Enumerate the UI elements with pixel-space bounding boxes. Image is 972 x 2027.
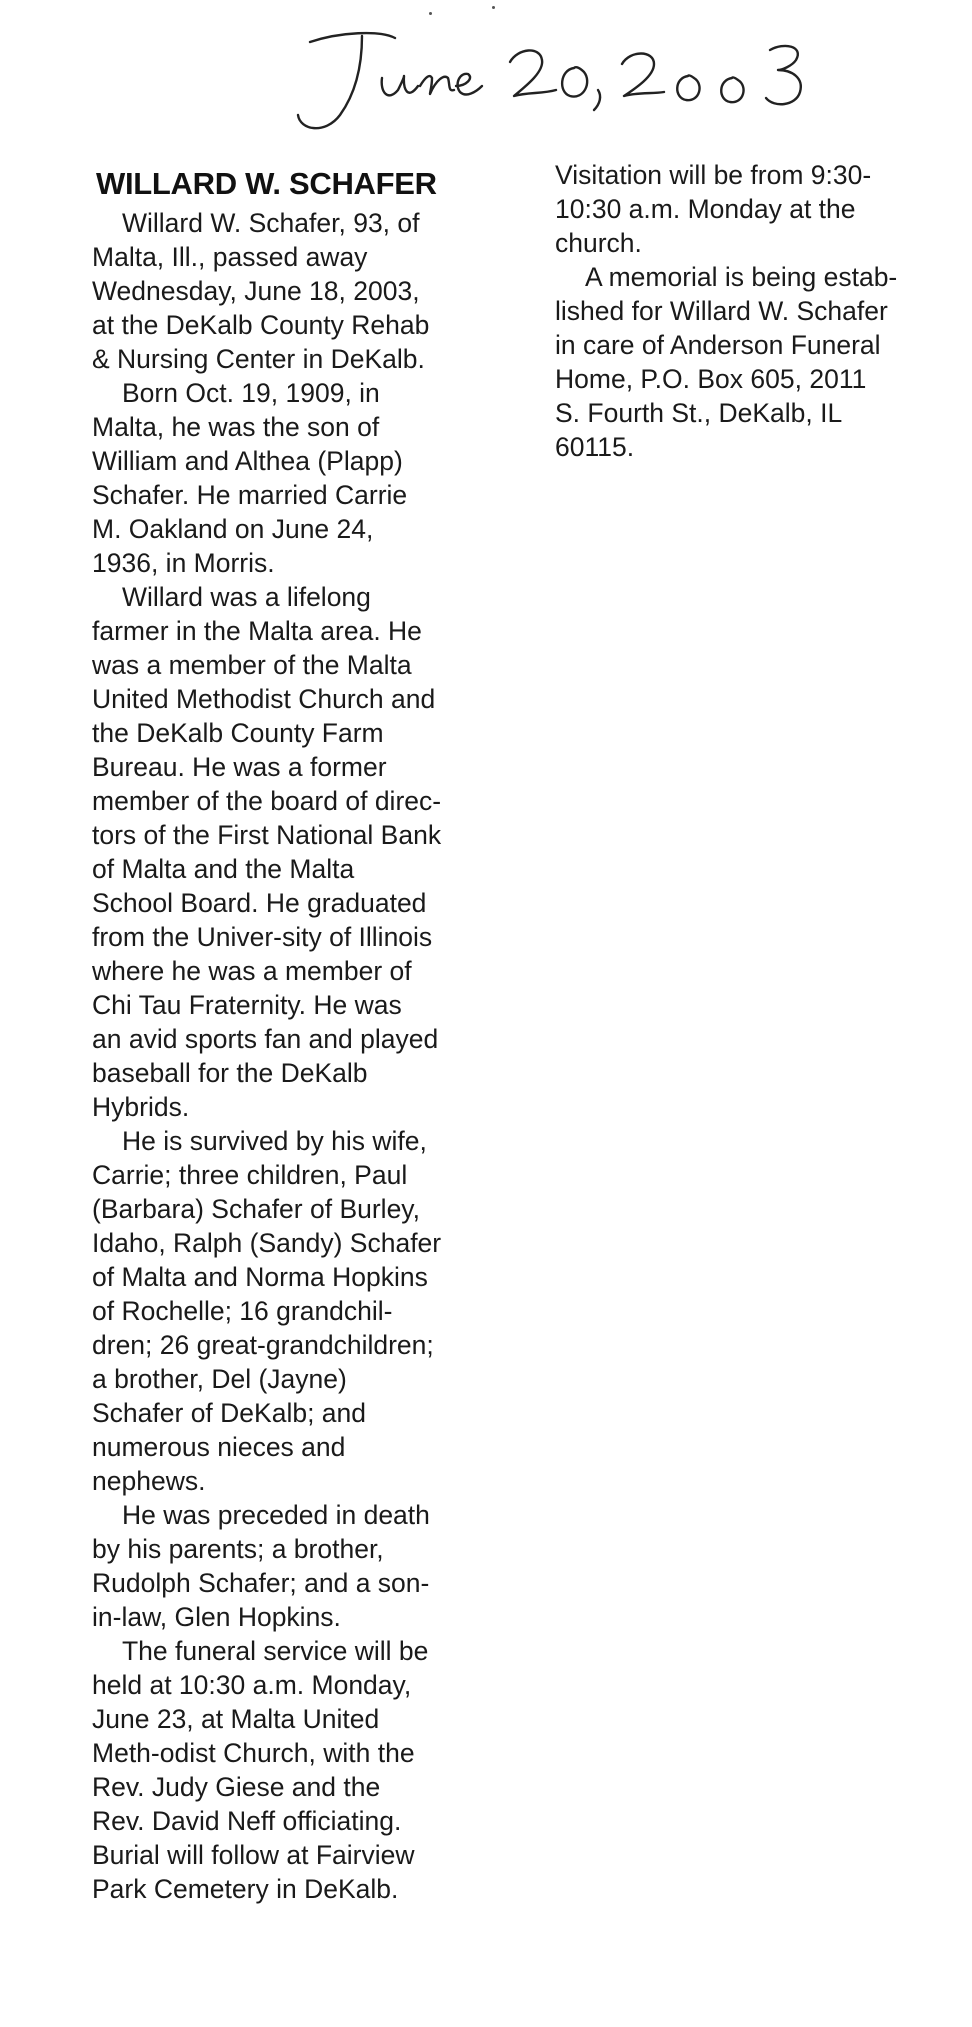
text-line — [555, 328, 915, 362]
text-line — [92, 1260, 484, 1294]
text-line-content: from the Univer-sity of Illinois — [92, 922, 433, 952]
text-line — [555, 158, 915, 192]
text-line — [92, 580, 484, 614]
scan-speck — [492, 6, 495, 9]
text-line-content: at the DeKalb County Rehab — [92, 310, 430, 340]
text-line — [555, 192, 915, 226]
text-line — [92, 1022, 484, 1056]
text-line-content: numerous nieces and — [92, 1432, 346, 1462]
text-line-content: Park Cemetery in DeKalb. — [92, 1874, 399, 1904]
text-line — [92, 1600, 484, 1634]
text-line-content: Carrie; three children, Paul — [92, 1160, 408, 1190]
text-line-content: member of the board of direc- — [92, 786, 442, 816]
text-line — [92, 1566, 484, 1600]
text-line — [92, 1498, 484, 1532]
text-line — [92, 1294, 484, 1328]
text-line — [92, 308, 484, 342]
text-line — [92, 784, 484, 818]
text-line-content: Hybrids. — [92, 1092, 190, 1122]
text-line — [92, 206, 484, 240]
text-line-content: Visitation will be from 9:30- — [555, 160, 872, 190]
text-line-content: tors of the First National Bank — [92, 820, 442, 850]
text-line — [92, 478, 484, 512]
text-line — [92, 1804, 484, 1838]
left-column-body — [92, 206, 484, 1906]
text-line — [555, 396, 915, 430]
text-line-content: where he was a member of — [92, 956, 412, 986]
text-line-content: Home, P.O. Box 605, 2011 — [555, 364, 867, 394]
text-line-content: 1936, in Morris. — [92, 548, 275, 578]
text-line-content: baseball for the DeKalb — [92, 1058, 368, 1088]
text-line — [92, 716, 484, 750]
text-line — [92, 818, 484, 852]
text-line-content: Bureau. He was a former — [92, 752, 387, 782]
right-column — [555, 158, 915, 464]
text-line — [92, 1736, 484, 1770]
text-line-content: Born Oct. 19, 1909, in — [122, 378, 380, 408]
text-line-content: lished for Willard W. Schafer — [555, 296, 888, 326]
text-line — [92, 240, 484, 274]
text-line-content: Wednesday, June 18, 2003, — [92, 276, 420, 306]
text-line-content: farmer in the Malta area. He — [92, 616, 422, 646]
text-line — [92, 852, 484, 886]
text-line-content: nephews. — [92, 1466, 206, 1496]
text-line — [92, 614, 484, 648]
text-line — [92, 1430, 484, 1464]
text-line — [92, 1158, 484, 1192]
text-line-content: S. Fourth St., DeKalb, IL — [555, 398, 843, 428]
text-line-content: was a member of the Malta — [92, 650, 412, 680]
text-line — [92, 1668, 484, 1702]
text-line — [92, 512, 484, 546]
text-line — [92, 410, 484, 444]
text-line — [92, 1396, 484, 1430]
text-line-content: Malta, he was the son of — [92, 412, 380, 442]
text-line-content: Willard W. Schafer, 93, of — [122, 208, 420, 238]
text-line — [92, 682, 484, 716]
headline: WILLARD W. SCHAFER — [96, 166, 437, 201]
text-line — [555, 226, 915, 260]
text-line — [92, 1464, 484, 1498]
text-line-content: & Nursing Center in DeKalb. — [92, 344, 425, 374]
text-line — [92, 1634, 484, 1668]
left-column — [92, 160, 484, 1906]
text-line-content: Schafer. He married Carrie — [92, 480, 408, 510]
text-line — [92, 648, 484, 682]
text-line — [555, 430, 915, 464]
text-line-content: in-law, Glen Hopkins. — [92, 1602, 341, 1632]
text-line-content: The funeral service will be — [122, 1636, 429, 1666]
text-line-content: Meth-odist Church, with the — [92, 1738, 415, 1768]
text-line-content: Rudolph Schafer; and a son- — [92, 1568, 430, 1598]
text-line-content: Chi Tau Fraternity. He was — [92, 990, 402, 1020]
text-line-content: He is survived by his wife, — [122, 1126, 427, 1156]
text-line-content: of Malta and Norma Hopkins — [92, 1262, 428, 1292]
text-line — [92, 988, 484, 1022]
text-line-content: Malta, Ill., passed away — [92, 242, 368, 272]
text-line — [92, 1362, 484, 1396]
text-line-content: (Barbara) Schafer of Burley, — [92, 1194, 420, 1224]
text-line — [92, 546, 484, 580]
text-line — [92, 274, 484, 308]
text-line-content: dren; 26 great-grandchildren; — [92, 1330, 434, 1360]
text-line-content: United Methodist Church and — [92, 684, 436, 714]
text-line-content: June 23, at Malta United — [92, 1704, 380, 1734]
text-line — [92, 1328, 484, 1362]
text-line — [92, 376, 484, 410]
text-line-content: Rev. David Neff officiating. — [92, 1806, 402, 1836]
text-line-content: 10:30 a.m. Monday at the — [555, 194, 856, 224]
scan-speck — [429, 12, 432, 15]
text-line-content: an avid sports fan and played — [92, 1024, 439, 1054]
text-line — [92, 1124, 484, 1158]
text-line-content: 60115. — [555, 432, 635, 462]
text-line-content: of Malta and the Malta — [92, 854, 355, 884]
right-column-body — [555, 158, 915, 464]
text-line — [92, 954, 484, 988]
text-line-content: a brother, Del (Jayne) — [92, 1364, 347, 1394]
text-line — [92, 750, 484, 784]
text-line-content: Schafer of DeKalb; and — [92, 1398, 367, 1428]
text-line — [92, 444, 484, 478]
text-line — [92, 1532, 484, 1566]
text-line — [92, 1770, 484, 1804]
text-line-content: held at 10:30 a.m. Monday, — [92, 1670, 412, 1700]
text-line-content: William and Althea (Plapp) — [92, 446, 403, 476]
text-line-content: in care of Anderson Funeral — [555, 330, 881, 360]
text-line-content: Burial will follow at Fairview — [92, 1840, 415, 1870]
text-line — [92, 1838, 484, 1872]
text-line-content: church. — [555, 228, 642, 258]
text-line — [555, 294, 915, 328]
text-line-content: by his parents; a brother, — [92, 1534, 384, 1564]
text-line-content: of Rochelle; 16 grandchil- — [92, 1296, 393, 1326]
text-line-content: School Board. He graduated — [92, 888, 427, 918]
text-line — [92, 886, 484, 920]
text-line-content: He was preceded in death — [122, 1500, 430, 1530]
text-line-content: A memorial is being estab- — [585, 262, 898, 292]
text-line — [555, 362, 915, 396]
text-line — [92, 342, 484, 376]
text-line — [92, 1872, 484, 1906]
text-line — [555, 260, 915, 294]
text-line-content: Rev. Judy Giese and the — [92, 1772, 381, 1802]
text-line-content: Willard was a lifelong — [122, 582, 371, 612]
handwritten-date-ink — [270, 20, 830, 150]
text-line — [92, 1192, 484, 1226]
text-line-content: M. Oakland on June 24, — [92, 514, 374, 544]
text-line — [92, 920, 484, 954]
text-line — [92, 1702, 484, 1736]
text-line — [92, 1090, 484, 1124]
text-line-content: Idaho, Ralph (Sandy) Schafer — [92, 1228, 442, 1258]
text-line — [92, 1056, 484, 1090]
text-line — [92, 1226, 484, 1260]
handwritten-date — [270, 20, 830, 150]
text-line-content: the DeKalb County Farm — [92, 718, 384, 748]
